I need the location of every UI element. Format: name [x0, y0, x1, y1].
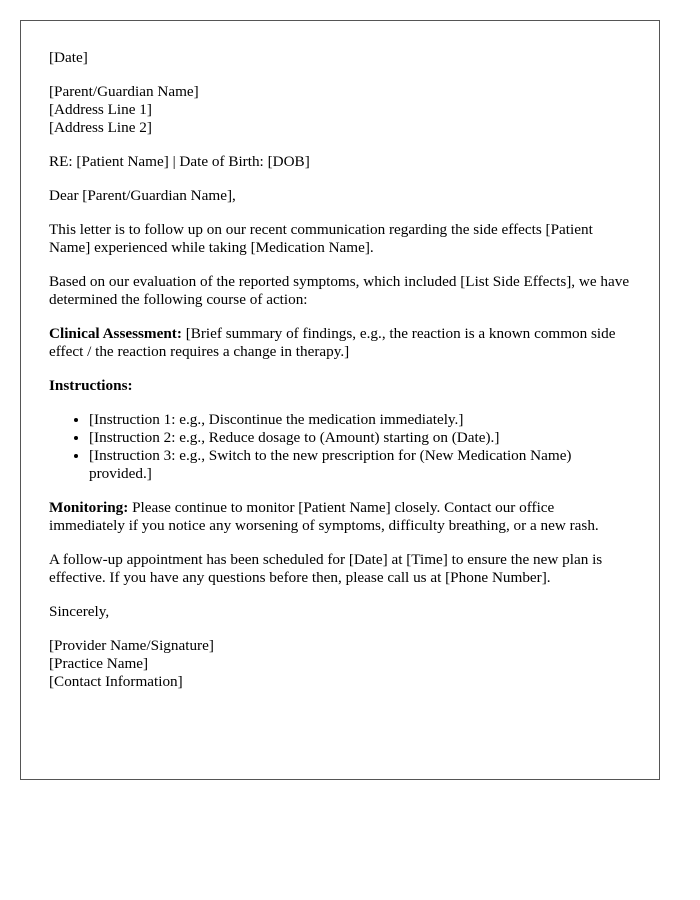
clinical-assessment-label: Clinical Assessment:: [49, 325, 182, 342]
monitoring-label: Monitoring:: [49, 499, 129, 516]
instructions-list: [49, 411, 631, 483]
follow-up-paragraph: A follow-up appointment has been scheduled for [Date] at [Time] to ensure the new plan is effective. If you have any questions before then, please call us at [Phone Number].: [49, 551, 603, 586]
clinical-assessment-paragraph: [49, 325, 631, 361]
instruction-item: • [Instruction 3: e.g., Switch to the new prescription for (New Medication Name) provided.]: [89, 447, 631, 483]
recipient-address-block: [49, 83, 631, 137]
recipient-address-line-1: [Address Line 1]: [49, 101, 152, 118]
instructions-heading: Instructions:: [49, 377, 133, 394]
clinical-assessment-text: [Brief summary of findings, e.g., the reaction is a known common side effect / the reaction requires a change in therapy.]: [49, 325, 616, 360]
recipient-address-line-2: [Address Line 2]: [49, 119, 152, 136]
re-line: RE: [Patient Name] | Date of Birth: [DOB]: [49, 153, 310, 170]
contact-information: [Contact Information]: [49, 673, 183, 690]
instruction-item: • [Instruction 1: e.g., Discontinue the medication immediately.]: [89, 411, 631, 429]
salutation: Dear [Parent/Guardian Name],: [49, 187, 236, 204]
closing: Sincerely,: [49, 603, 110, 620]
evaluation-paragraph: Based on our evaluation of the reported symptoms, which included [List Side Effects], we have determined the following course of action:: [49, 273, 630, 308]
recipient-name: [Parent/Guardian Name]: [49, 83, 199, 100]
signature-block: [49, 637, 631, 691]
provider-signature: [Provider Name/Signature]: [49, 637, 214, 654]
letter-page: [20, 20, 660, 780]
monitoring-paragraph: [49, 499, 631, 535]
practice-name: [Practice Name]: [49, 655, 149, 672]
instruction-item: • [Instruction 2: e.g., Reduce dosage to (Amount) starting on (Date).]: [89, 429, 631, 447]
intro-paragraph: This letter is to follow up on our recent communication regarding the side effects [Patient Name] experienced while taking [Medication Name].: [49, 221, 593, 256]
monitoring-text: Please continue to monitor [Patient Name] closely. Contact our office immediately if you notice any worsening of symptoms, difficulty breathing, or a new rash.: [49, 499, 599, 534]
letter-date: [Date]: [49, 49, 88, 66]
